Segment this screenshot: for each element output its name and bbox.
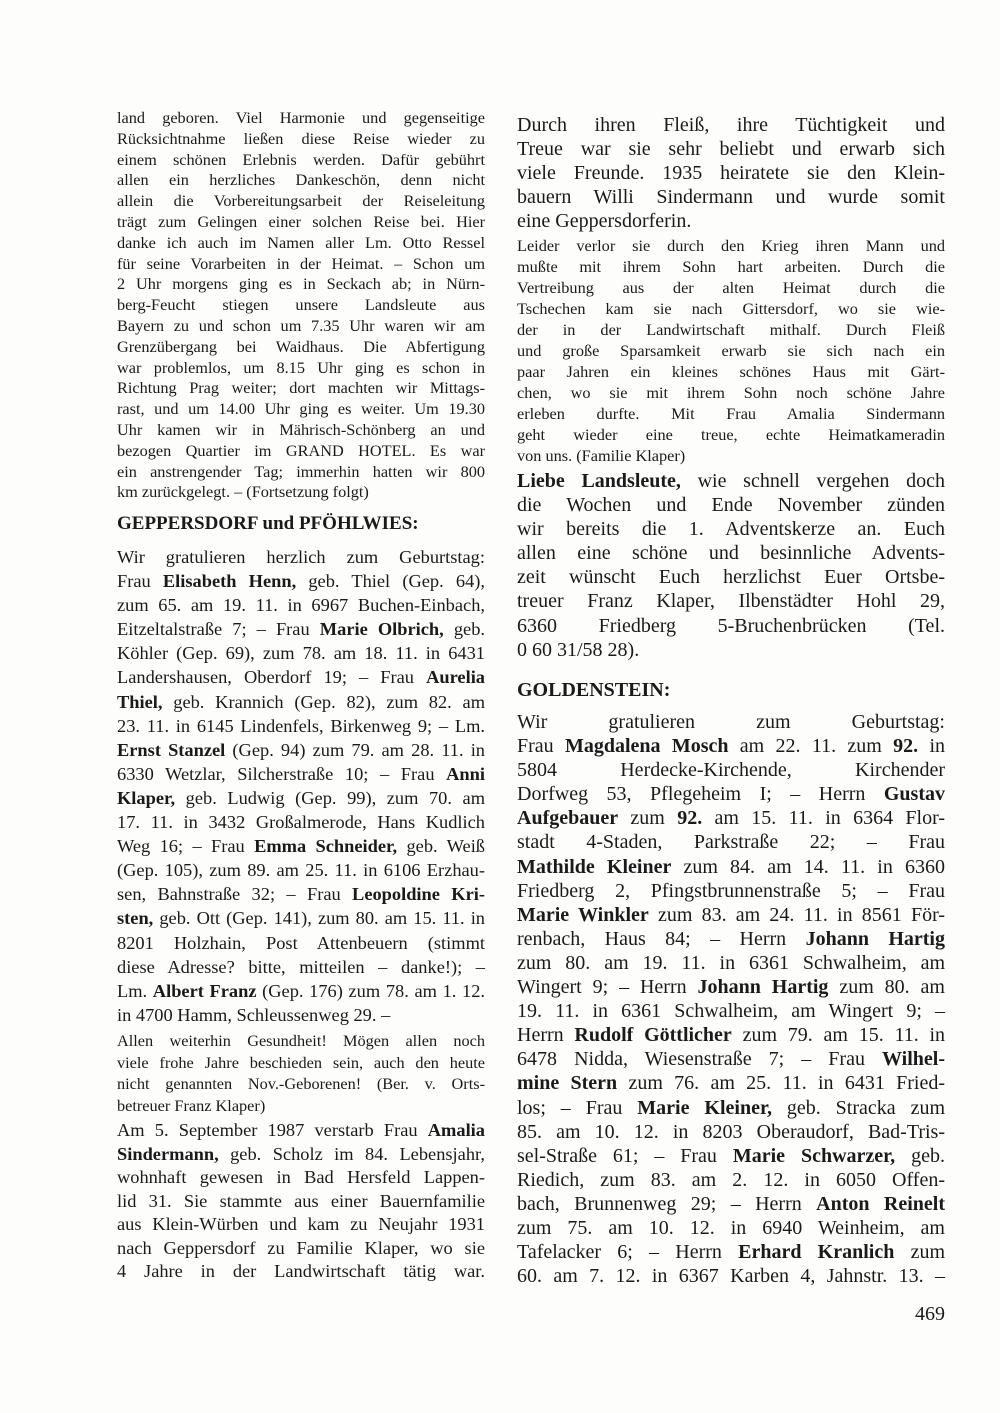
text-line: [517, 541, 945, 565]
bold-name: Marie Winkler: [517, 903, 649, 926]
text-segment: allein die Vorbereitungsarbeit der Reiseleitung: [117, 191, 485, 211]
text-segment: danke ich auch im Namen aller Lm. Otto Ressel: [117, 232, 485, 252]
text-line: [517, 1216, 945, 1240]
text-segment: trägt zum Gelingen einer solchen Reise bei. Hier: [117, 211, 485, 231]
text-line: [117, 641, 485, 665]
bold-name: Liebe Landsleute,: [517, 470, 681, 492]
bold-name: Magdalena Mosch: [564, 735, 729, 758]
text-line: [117, 714, 485, 738]
text-segment: 2 Uhr morgens ging es in Seckach ab; in Nürn-: [117, 274, 485, 294]
text-segment: geb.: [443, 619, 485, 640]
text-segment: geb. Thiel (Gep. 64),: [296, 571, 485, 592]
bold-name: 92.: [893, 735, 919, 758]
text-segment: für seine Vorarbeiten in der Heimat. – Schon um: [117, 253, 485, 273]
text-line: [517, 565, 945, 589]
text-line: [517, 1144, 945, 1168]
text-line: [517, 517, 945, 541]
text-segment: bach, Brunnenweg 29; – Herrn: [517, 1192, 817, 1215]
text-line: [517, 493, 945, 517]
text-line: [517, 1240, 945, 1264]
section-heading-goldenstein: GOLDENSTEIN:: [517, 679, 671, 701]
text-line: [117, 150, 485, 171]
text-line: [517, 879, 945, 903]
text-line: [117, 665, 485, 689]
text-segment: zum 80. am: [828, 976, 945, 999]
bold-name: Albert Franz: [152, 980, 257, 1001]
text-segment: Wir gratulieren zum Geburtstag:: [517, 711, 945, 733]
text-line: [517, 1023, 945, 1047]
text-segment: zum 80. am 19. 11. in 6361 Schwalheim, am: [517, 951, 945, 974]
text-line: [517, 758, 945, 782]
text-line: [117, 462, 485, 483]
text-segment: Wingert 9; – Herrn: [517, 976, 698, 999]
text-line: [117, 378, 485, 399]
bold-name: Leopoldine Kri-: [352, 884, 485, 905]
text-line: [517, 1071, 945, 1095]
text-segment: wie schnell vergehen doch: [680, 470, 945, 492]
text-segment: in: [918, 735, 945, 758]
text-segment: Dorfweg 53, Pflegeheim I; – Herrn: [517, 783, 884, 806]
text-line: [517, 469, 945, 493]
text-segment: treuer Franz Klaper, Ilbenstädter Hohl 29,: [517, 590, 945, 613]
text-line: [117, 129, 485, 150]
text-segment: geb.: [895, 1144, 945, 1167]
text-line: [117, 1213, 485, 1237]
bold-name: Sindermann,: [117, 1143, 219, 1164]
text-segment: 6360 Friedberg 5-Bruchenbrücken (Tel.: [517, 614, 945, 637]
bold-name: Amalia: [427, 1120, 485, 1140]
text-line: [117, 482, 485, 503]
text-line: [117, 1260, 485, 1284]
bold-name: Erhard Kranlich: [738, 1241, 895, 1264]
text-segment: in 4700 Hamm, Schleussenweg 29. –: [117, 1004, 391, 1025]
text-segment: Rücksichtnahme ließen diese Reise wieder zu: [117, 128, 485, 148]
text-line: [517, 806, 945, 830]
text-line: [517, 1120, 945, 1144]
text-segment: Friedberg 2, Pfingstbrunnenstraße 5; – Frau: [517, 879, 945, 902]
text-line: [117, 786, 485, 810]
text-line: [117, 1052, 485, 1074]
text-line: [517, 782, 945, 806]
paragraph-goldenstein-birthdays: [517, 710, 945, 1288]
text-segment: Allen weiterhin Gesundheit! Mögen allen noch: [117, 1031, 485, 1050]
text-segment: Leider verlor sie durch den Krieg ihren Mann und: [517, 236, 945, 255]
text-line: [517, 589, 945, 613]
text-line: [117, 295, 485, 316]
text-segment: sel-Straße 61; – Frau: [517, 1144, 733, 1167]
text-segment: 6330 Wetzlar, Silcherstraße 10; – Frau: [117, 763, 447, 784]
text-segment: rast, und um 14.00 Uhr ging es weiter. Um 19.30: [117, 399, 485, 419]
text-line: [117, 1095, 485, 1117]
bold-name: Emma Schneider,: [254, 836, 398, 857]
text-line: [517, 137, 945, 161]
text-line: [517, 161, 945, 185]
text-line: [117, 617, 485, 641]
bold-name: Elisabeth Henn,: [162, 571, 297, 592]
text-segment: eine Geppersdorferin.: [517, 210, 692, 233]
text-segment: Tafelacker 6; – Herrn: [517, 1241, 739, 1264]
text-segment: Wir gratulieren herzlich zum Geburtstag:: [117, 547, 485, 567]
text-line: [517, 855, 945, 879]
text-segment: erleben durfte. Mit Frau Amalia Sindermann: [517, 404, 945, 423]
text-line: [517, 1096, 945, 1120]
text-segment: sen, Bahnstraße 32; – Frau: [117, 884, 353, 905]
text-line: [117, 569, 485, 593]
text-segment: Uhr kamen wir in Mährisch-Schönberg an und: [117, 419, 485, 439]
text-segment: 0 60 31/58 28).: [517, 638, 640, 661]
text-segment: nicht genannten Nov.-Geborenen! (Ber. v. Orts-: [117, 1074, 485, 1093]
text-line: [517, 319, 945, 340]
text-line: [117, 738, 485, 762]
text-line: [517, 710, 945, 734]
text-line: [117, 420, 485, 441]
text-line: [117, 233, 485, 254]
text-segment: zum 65. am 19. 11. in 6967 Buchen-Einbach,: [117, 595, 485, 616]
text-segment: aus Klein-Würben und kam zu Neujahr 1931: [117, 1214, 485, 1234]
bold-name: Anni: [446, 763, 485, 784]
text-segment: 4 Jahre in der Landwirtschaft tätig war.: [117, 1261, 485, 1281]
bold-name: 92.: [677, 807, 703, 830]
text-line: [117, 1190, 485, 1214]
text-line: [517, 445, 945, 466]
text-segment: Vertreibung aus der alten Heimat durch die: [517, 278, 945, 297]
text-line: [117, 858, 485, 882]
text-line: [117, 170, 485, 191]
text-segment: Eitzeltalstraße 7; – Frau: [117, 619, 320, 640]
text-line: [517, 185, 945, 209]
text-line: [117, 441, 485, 462]
text-line: [517, 403, 945, 424]
text-segment: 19. 11. in 6361 Schwalheim, am Wingert 9; –: [517, 1000, 945, 1023]
text-segment: stadt 4-Staden, Parkstraße 22; – Frau: [517, 831, 945, 854]
text-segment: geb. Stracka zum: [771, 1096, 945, 1119]
text-line: [117, 1119, 485, 1143]
text-segment: (Gep. 105), zum 89. am 25. 11. in 6106 Erzhau-: [117, 860, 485, 881]
bold-name: sten,: [117, 908, 154, 929]
text-segment: zum: [894, 1241, 946, 1264]
paragraph-obituary-continued: [517, 113, 945, 233]
text-segment: 17. 11. in 3432 Großalmerode, Hans Kudlich: [117, 812, 485, 833]
text-line: [517, 340, 945, 361]
text-line: [117, 545, 485, 569]
bold-name: Aurelia: [426, 667, 485, 688]
text-line: [517, 361, 945, 382]
text-segment: zum 76. am 25. 11. in 6431 Fried-: [617, 1072, 945, 1095]
bold-name: Mathilde Kleiner: [517, 855, 672, 878]
text-segment: diese Adresse? bitte, mitteilen – danke!); –: [117, 956, 485, 977]
text-segment: geb. Ludwig (Gep. 99), zum 70. am: [175, 787, 485, 808]
text-segment: Tschechen kam sie nach Gittersdorf, wo sie wie-: [517, 299, 945, 318]
bold-name: Aufgebauer: [517, 807, 619, 830]
text-segment: Am 5. September 1987 verstarb Frau: [117, 1120, 428, 1140]
text-line: [117, 762, 485, 786]
text-segment: 8201 Holzhain, Post Attenbeuern (stimmt: [117, 932, 485, 953]
text-segment: einem schönen Erlebnis werden. Dafür gebührt: [117, 149, 485, 169]
text-segment: (Gep. 94) zum 79. am 28. 11. in: [225, 739, 486, 760]
text-segment: land geboren. Viel Harmonie und gegenseitige: [117, 108, 485, 127]
text-line: [517, 256, 945, 277]
text-segment: 60. am 7. 12. in 6367 Karben 4, Jahnstr. 13. –: [517, 1265, 945, 1288]
text-segment: am 22. 11. zum: [728, 735, 894, 758]
bold-name: Rudolf Göttlicher: [574, 1024, 732, 1047]
page-number: 469: [915, 1303, 945, 1325]
text-segment: zum 84. am 14. 11. in 6360: [671, 855, 945, 878]
text-segment: los; – Frau: [517, 1096, 638, 1119]
bold-name: mine Stern: [517, 1072, 618, 1095]
text-line: [117, 931, 485, 955]
bold-name: Wilhel-: [882, 1048, 945, 1071]
text-segment: geb. Weiß: [397, 836, 486, 857]
text-segment: zum 75. am 10. 12. in 6940 Weinheim, am: [517, 1216, 945, 1239]
bold-name: Johann Hartig: [805, 927, 945, 950]
text-segment: viele Freunde. 1935 heiratete sie den Klein-: [517, 162, 945, 185]
text-segment: Köhler (Gep. 69), zum 78. am 18. 11. in 6431: [117, 643, 485, 664]
paragraph-obituary-start: [117, 1119, 485, 1284]
text-line: [517, 903, 945, 927]
text-segment: die Wochen und Ende November zünden: [517, 494, 945, 517]
text-segment: geb. Krannich (Gep. 82), zum 82. am: [162, 691, 485, 712]
text-line: [117, 906, 485, 930]
text-line: [517, 209, 945, 233]
text-segment: renbach, Haus 84; – Herrn: [517, 927, 806, 950]
text-segment: Grenzübergang bei Waidhaus. Die Abfertigung: [117, 336, 485, 356]
text-line: [517, 975, 945, 999]
text-line: [117, 955, 485, 979]
text-line: [517, 830, 945, 854]
text-segment: war problemlos, um 8.15 Uhr ging es schon in: [117, 357, 485, 377]
text-line: [517, 999, 945, 1023]
text-segment: paar Jahren ein kleines schönes Haus mit Gärt-: [517, 362, 945, 381]
text-line: [117, 1143, 485, 1167]
text-line: [517, 927, 945, 951]
paragraph-geppersdorf-wishes: [117, 1030, 485, 1116]
text-line: [117, 316, 485, 337]
text-segment: ein anstrengender Tag; immerhin hatten wir 800: [117, 461, 485, 481]
text-segment: und große Sparsamkeit erwarb sie sich nach ein: [517, 341, 945, 360]
text-line: [117, 191, 485, 212]
bold-name: Gustav: [883, 783, 945, 806]
text-segment: 6478 Nidda, Wiesenstraße 7; – Frau: [517, 1048, 883, 1071]
text-segment: 85. am 10. 12. in 8203 Oberaudorf, Bad-Tris-: [517, 1120, 945, 1143]
bold-name: Anton Reinelt: [816, 1192, 945, 1215]
text-segment: Richtung Prag weiter; dort machten wir Mittags-: [117, 378, 485, 398]
text-line: [117, 358, 485, 379]
text-segment: geb. Scholz im 84. Lebensjahr,: [218, 1143, 485, 1164]
text-line: [517, 734, 945, 758]
text-segment: viele frohe Jahre beschieden sein, auch den heute: [117, 1052, 485, 1072]
text-segment: bauern Willi Sindermann und wurde somit: [517, 186, 945, 209]
text-segment: berg-Feucht stiegen unsere Landsleute aus: [117, 295, 485, 315]
text-line: [117, 810, 485, 834]
text-segment: chen, wo sie mit ihrem Sohn noch schöne Jahre: [517, 383, 945, 402]
text-line: [117, 1030, 485, 1052]
bold-name: Klaper,: [117, 787, 176, 808]
text-segment: bezogen Quartier im GRAND HOTEL. Es war: [117, 440, 485, 460]
text-segment: geb. Ott (Gep. 141), zum 80. am 15. 11. in: [153, 908, 485, 929]
text-line: [517, 424, 945, 445]
text-segment: Weg 16; – Frau: [117, 836, 255, 857]
text-segment: Treue war sie sehr beliebt und erwarb sich: [517, 138, 945, 161]
text-line: [117, 882, 485, 906]
text-segment: zum: [618, 807, 678, 830]
text-line: [117, 979, 485, 1003]
bold-name: Johann Hartig: [697, 976, 829, 999]
text-line: [517, 951, 945, 975]
text-line: [517, 277, 945, 298]
text-line: [117, 337, 485, 358]
text-segment: Lm.: [117, 980, 153, 1001]
text-segment: Durch ihren Fleiß, ihre Tüchtigkeit und: [517, 114, 945, 136]
text-segment: lid 31. Sie stammte aus einer Bauernfamilie: [117, 1190, 485, 1211]
text-line: [517, 638, 945, 662]
text-line: [117, 834, 485, 858]
text-segment: Frau: [117, 571, 163, 592]
text-segment: allen eine schöne und besinnliche Advents-: [517, 542, 945, 565]
text-line: [517, 1047, 945, 1071]
text-line: [117, 108, 485, 129]
text-line: [517, 1264, 945, 1288]
text-segment: km zurückgelegt. – (Fortsetzung folgt): [117, 482, 369, 502]
text-segment: zeit wünscht Euch herzlichst Euer Ortsbe-: [517, 566, 945, 589]
paragraph-obituary-details: [517, 235, 945, 466]
text-line: [117, 593, 485, 617]
text-segment: betreuer Franz Klaper): [117, 1095, 266, 1115]
text-segment: mußte mit ihrem Sohn hart arbeiten. Durch die: [517, 257, 945, 276]
text-segment: zum 83. am 24. 11. in 8561 För-: [648, 903, 945, 926]
text-line: [117, 690, 485, 714]
text-line: [117, 212, 485, 233]
text-segment: Frau: [517, 735, 565, 758]
text-segment: Bayern zu und schon um 7.35 Uhr waren wir am: [117, 315, 485, 335]
text-line: [517, 113, 945, 137]
text-line: [517, 614, 945, 638]
text-line: [117, 254, 485, 275]
text-line: [117, 1237, 485, 1261]
text-line: [117, 1073, 485, 1095]
text-segment: zum 79. am 15. 11. in: [731, 1024, 946, 1047]
section-heading-geppersdorf: GEPPERSDORF und PFÖHLWIES:: [117, 513, 419, 534]
text-segment: (Gep. 176) zum 78. am 1. 12.: [256, 980, 486, 1001]
text-line: [517, 382, 945, 403]
text-line: [517, 1192, 945, 1216]
text-segment: der in der Landwirtschaft mithalf. Durch Fleiß: [517, 320, 945, 339]
text-segment: 23. 11. in 6145 Lindenfels, Birkenweg 9; – Lm.: [117, 715, 485, 736]
text-segment: von uns. (Familie Klaper): [517, 446, 686, 465]
text-segment: am 15. 11. in 6364 Flor-: [702, 807, 945, 830]
bold-name: Marie Olbrich,: [319, 619, 444, 640]
text-segment: Landershausen, Oberdorf 19; – Frau: [117, 667, 427, 688]
text-segment: wohnhaft gewesen in Bad Hersfeld Lappen-: [117, 1167, 485, 1187]
text-segment: Herrn: [517, 1024, 575, 1047]
bold-name: Thiel,: [117, 691, 163, 712]
paragraph-travel-report-end: [117, 108, 485, 503]
text-line: [117, 399, 485, 420]
text-line: [117, 274, 485, 295]
text-line: [117, 1166, 485, 1190]
text-segment: geht wieder eine treue, echte Heimatkameradin: [517, 425, 945, 444]
text-segment: Riedich, zum 83. am 2. 12. in 6050 Offen-: [517, 1168, 945, 1191]
text-segment: allen ein herzliches Dankeschön, denn nicht: [117, 170, 485, 190]
text-line: [117, 1003, 485, 1027]
text-segment: nach Geppersdorf zu Familie Klaper, wo sie: [117, 1237, 485, 1258]
paragraph-geppersdorf-birthdays: [117, 545, 485, 1027]
bold-name: Marie Schwarzer,: [732, 1144, 896, 1167]
text-segment: wir bereits die 1. Adventskerze an. Euch: [517, 518, 945, 541]
bold-name: Marie Kleiner,: [637, 1096, 772, 1119]
text-segment: 5804 Herdecke-Kirchende, Kirchender: [517, 759, 945, 782]
bold-name: Ernst Stanzel: [117, 739, 226, 760]
paragraph-advent-greeting: [517, 469, 945, 662]
text-line: [517, 298, 945, 319]
text-line: [517, 1168, 945, 1192]
text-line: [517, 235, 945, 256]
